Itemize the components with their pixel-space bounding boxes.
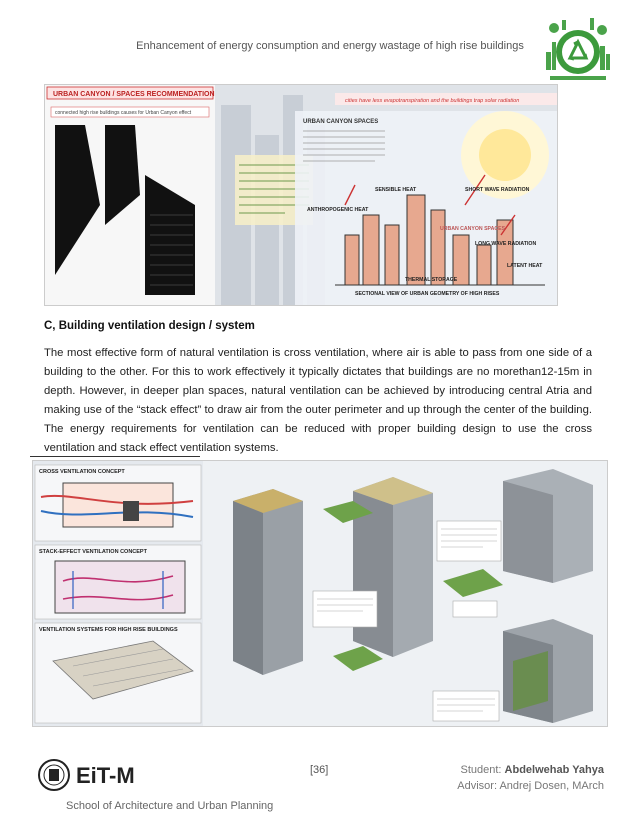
student-label: Student: [460, 764, 505, 776]
footer-school: School of Architecture and Urban Planning [66, 800, 274, 812]
page-number: [36] [310, 764, 329, 776]
label-sensible-heat: SENSIBLE HEAT [375, 187, 417, 193]
label-latent-heat: LATENT HEAT [507, 263, 543, 269]
cross-ventilation-title: CROSS VENTILATION CONCEPT [39, 469, 125, 475]
figure-divider [30, 456, 200, 457]
student-name: Abdelwehab Yahya [504, 764, 604, 776]
label-sectional-view: SECTIONAL VIEW OF URBAN GEOMETRY OF HIGH RISES [355, 291, 500, 297]
label-canyon-spaces: URBAN CANYON SPACES [440, 226, 506, 232]
ventilation-systems-title: VENTILATION SYSTEMS FOR HIGH RISE BUILDINGS [39, 627, 178, 633]
eco-city-logo [540, 12, 616, 88]
label-thermal-storage: THERMAL STORAGE [405, 277, 458, 283]
section-title: C, Building ventilation design / system [44, 320, 255, 332]
label-anthropogenic: ANTHROPOGENIC HEAT [307, 207, 369, 213]
label-short-wave: SHORT WAVE RADIATION [465, 187, 530, 193]
urban-canyon-left-title: URBAN CANYON / SPACES RECOMMENDATION [53, 91, 215, 98]
stack-ventilation-title: STACK-EFFECT VENTILATION CONCEPT [39, 549, 147, 555]
eit-m-logo [36, 755, 166, 795]
urban-canyon-figure [44, 84, 558, 306]
urban-canyon-left-subtitle: connected high rise buildings causes for Urban Canyon effect [55, 110, 192, 116]
page-header: Enhancement of energy consumption and energy wastage of high rise buildings [136, 40, 524, 52]
urban-canyon-banner: cities have less evapotranspiration and the buildings trap solar radiation [345, 98, 520, 104]
footer-advisor: Advisor: Andrej Dosen, MArch [457, 780, 604, 792]
urban-canyon-panel-title: URBAN CANYON SPACES [303, 119, 379, 125]
eit-m-logo-text: EiT-M [76, 763, 135, 788]
ventilation-paragraph: The most effective form of natural ventilation is cross ventilation, where air is able to pass from one side of a building to the other. For this to work effectively it typically dictates that buildings are no morethan12-15m in depth. However, in deeper plan spaces, natural ventilation can be achieved by introducing central Atria and making use of the “stack effect” to draw air from the outer perimeter and up through the center of the building. The energy requirements for ventilation can be reduced with proper building design to use the cross ventilation and stack effect ventilation systems. [44, 347, 592, 455]
footer-student [461, 764, 605, 776]
label-long-wave: LONG WAVE RADIATION [475, 241, 537, 247]
ventilation-figure [32, 460, 608, 727]
